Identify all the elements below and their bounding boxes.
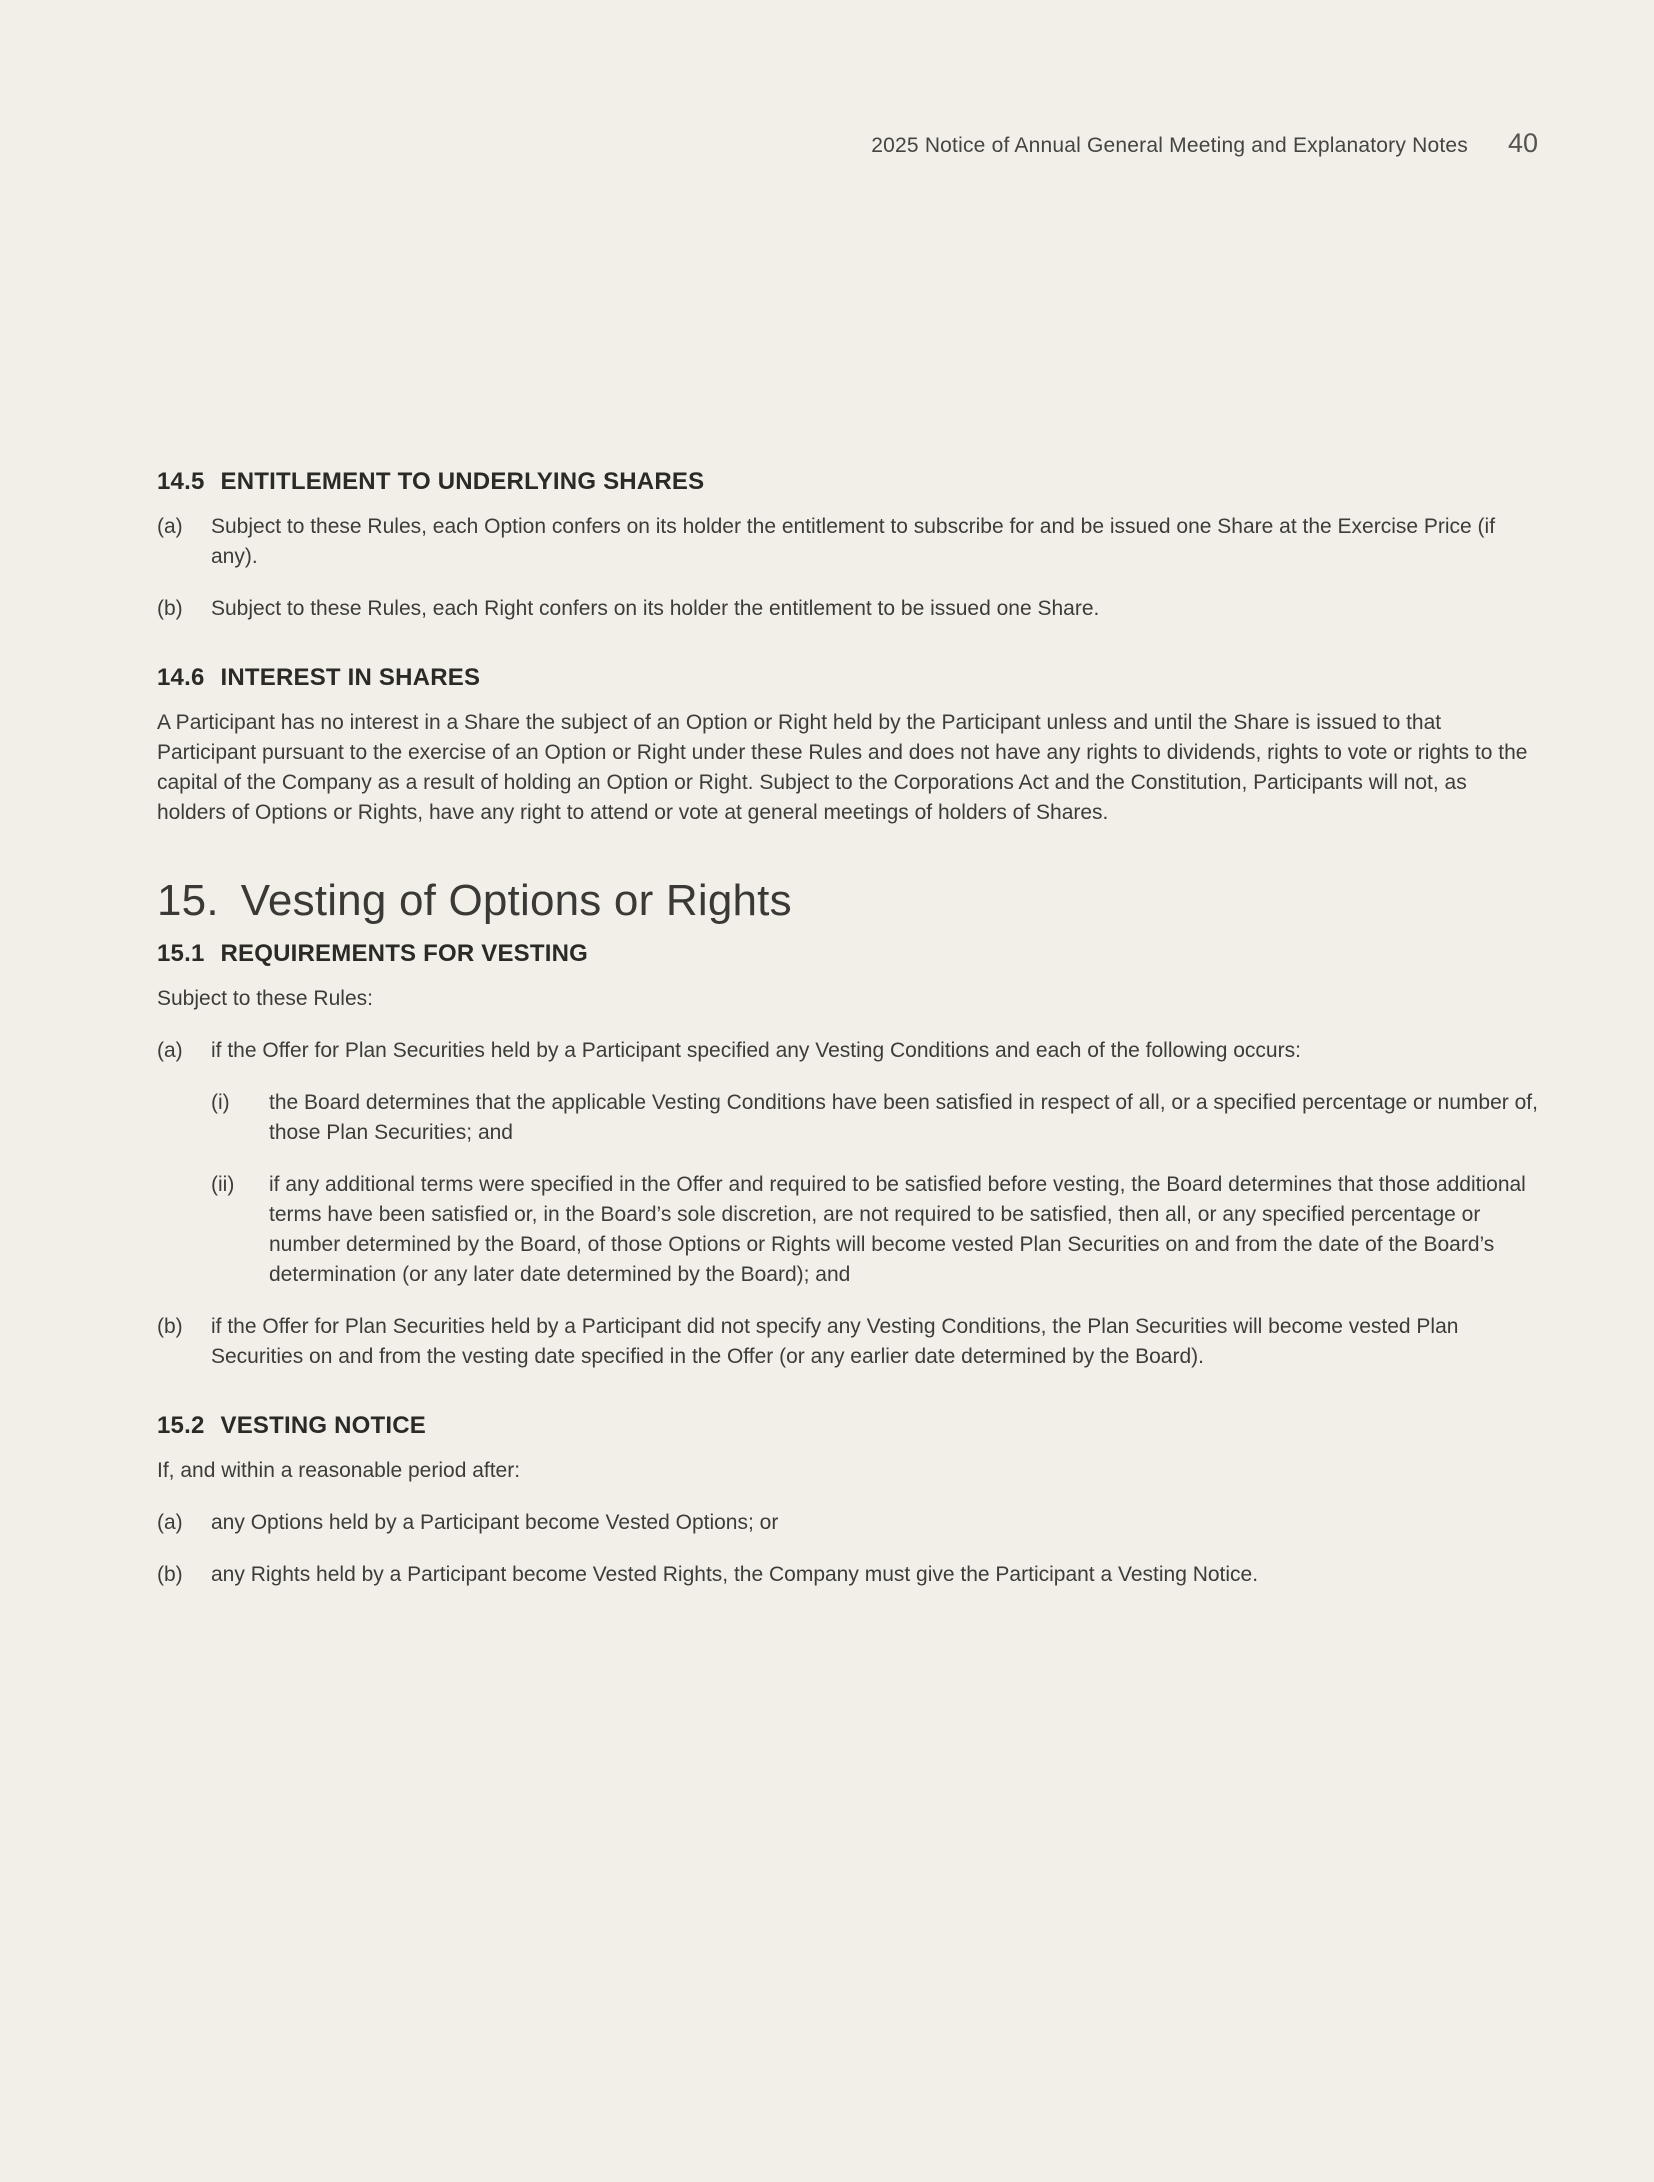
list-marker: (a)	[157, 515, 183, 538]
list-item-text: Subject to these Rules, each Right confers on its holder the entitlement to be issued one Share.	[211, 597, 1100, 620]
chapter-number: 15.	[157, 876, 219, 925]
list-marker: (b)	[157, 1563, 183, 1586]
section-heading-15-1	[157, 940, 1538, 968]
paragraph-15-2-intro: If, and within a reasonable period after:	[157, 1459, 521, 1482]
list-item-text: Subject to these Rules, each Option confers on its holder the entitlement to subscribe for and be issued one Share at the Exercise Price (if any).	[211, 515, 1496, 568]
document-content	[157, 468, 1538, 1612]
section-heading-14-6	[157, 664, 1538, 692]
section-number: 15.2	[157, 1412, 205, 1439]
list-item-text: if the Offer for Plan Securities held by a Participant specified any Vesting Conditions and each of the following occurs:	[211, 1039, 1301, 1062]
list-item-15-1-a-ii	[211, 1170, 1538, 1290]
section-title: INTEREST IN SHARES	[220, 664, 481, 691]
page-number: 40	[1507, 128, 1538, 158]
section-number: 14.6	[157, 664, 205, 691]
list-marker: (ii)	[211, 1173, 235, 1196]
list-item-15-2-a	[157, 1508, 1538, 1538]
section-title: VESTING NOTICE	[220, 1412, 427, 1439]
section-heading-15-2	[157, 1412, 1538, 1440]
list-marker: (a)	[157, 1511, 183, 1534]
section-heading-14-5	[157, 468, 1538, 496]
sub-list-15-1-a	[157, 1088, 1538, 1290]
paragraph-15-1-intro: Subject to these Rules:	[157, 987, 373, 1010]
list-marker: (b)	[157, 597, 183, 620]
chapter-heading-15	[157, 876, 1538, 926]
section-title: REQUIREMENTS FOR VESTING	[220, 940, 589, 967]
list-item-15-2-b	[157, 1560, 1538, 1590]
list-marker: (a)	[157, 1039, 183, 1062]
chapter-title: Vesting of Options or Rights	[240, 876, 792, 925]
header-title: 2025 Notice of Annual General Meeting and Explanatory Notes	[871, 134, 1468, 157]
list-item-text: if any additional terms were specified in the Offer and required to be satisfied before vesting, the Board determines that those additional terms have been satisfied or, in the Board’s sole discretion, are not required to be satisfied, then all, or any specified percentage or number determined by the Board, of those Options or Rights will become vested Plan Securities on and from the date of the Board’s determination (or any later date determined by the Board); and	[269, 1173, 1526, 1286]
list-item-14-5-a	[157, 512, 1538, 572]
list-item-text: if the Offer for Plan Securities held by a Participant did not specify any Vesting Conditions, the Plan Securities will become vested Plan Securities on and from the vesting date specified in the Offer (or any earlier date determined by the Board).	[211, 1315, 1459, 1368]
list-item-15-1-b	[157, 1312, 1538, 1372]
section-number: 15.1	[157, 940, 205, 967]
list-item-text: the Board determines that the applicable Vesting Conditions have been satisfied in respect of all, or a specified percentage or number of, those Plan Securities; and	[269, 1091, 1538, 1144]
page-header	[871, 128, 1538, 159]
list-item-15-1-a-i	[211, 1088, 1538, 1148]
section-title: ENTITLEMENT TO UNDERLYING SHARES	[220, 468, 705, 495]
list-marker: (b)	[157, 1315, 183, 1338]
list-item-14-5-b	[157, 594, 1538, 624]
paragraph-14-6: A Participant has no interest in a Share the subject of an Option or Right held by the Participant unless and until the Share is issued to that Participant pursuant to the exercise of an Option or Right under these Rules and does not have any rights to dividends, rights to vote or rights to the capital of the Company as a result of holding an Option or Right. Subject to the Corporations Act and the Constitution, Participants will not, as holders of Options or Rights, have any right to attend or vote at general meetings of holders of Shares.	[157, 711, 1528, 824]
list-marker: (i)	[211, 1091, 230, 1114]
list-item-15-1-a	[157, 1036, 1538, 1066]
list-item-text: any Options held by a Participant become Vested Options; or	[211, 1511, 779, 1534]
section-number: 14.5	[157, 468, 205, 495]
list-item-text: any Rights held by a Participant become Vested Rights, the Company must give the Participant a Vesting Notice.	[211, 1563, 1259, 1586]
